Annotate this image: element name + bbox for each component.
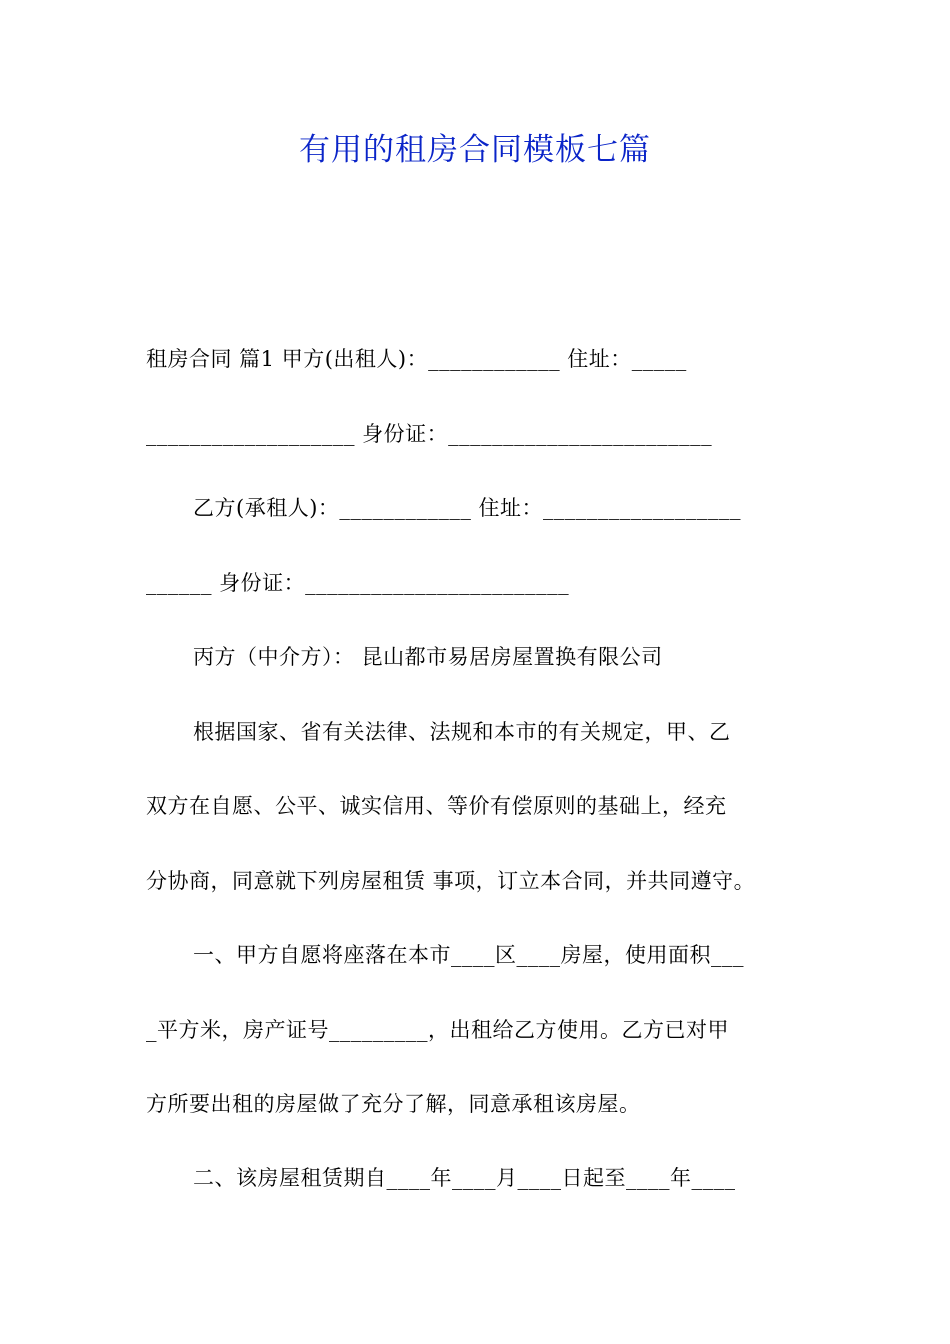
text-line-1: 租房合同 篇1 甲方(出租人)：____________ 住址：_____ bbox=[146, 347, 687, 371]
text-line-2: ___________________ 身份证：________________________ bbox=[146, 422, 713, 446]
text-line-3: 乙方(承租人)：____________ 住址：__________________ bbox=[193, 496, 742, 520]
text-line-10: _平方米，房产证号_________，出租给乙方使用。乙方已对甲 bbox=[146, 1018, 729, 1042]
text-line-6: 根据国家、省有关法律、法规和本市的有关规定，甲、乙 bbox=[193, 720, 731, 744]
text-line-9: 一、甲方自愿将座落在本市____区____房屋，使用面积___ bbox=[193, 943, 744, 967]
text-line-5: 丙方（中介方）： 昆山都市易居房屋置换有限公司 bbox=[193, 645, 663, 669]
text-line-7: 双方在自愿、公平、诚实信用、等价有偿原则的基础上，经充 bbox=[146, 794, 727, 818]
text-line-11: 方所要出租的房屋做了充分了解，同意承租该房屋。 bbox=[146, 1092, 641, 1116]
document-title: 有用的租房合同模板七篇 bbox=[299, 132, 651, 168]
text-line-8: 分协商，同意就下列房屋租赁 事项，订立本合同，并共同遵守。 bbox=[146, 869, 756, 893]
text-line-12: 二、该房屋租赁期自____年____月____日起至____年____ bbox=[193, 1166, 736, 1190]
text-line-4: ______ 身份证：________________________ bbox=[146, 571, 570, 595]
